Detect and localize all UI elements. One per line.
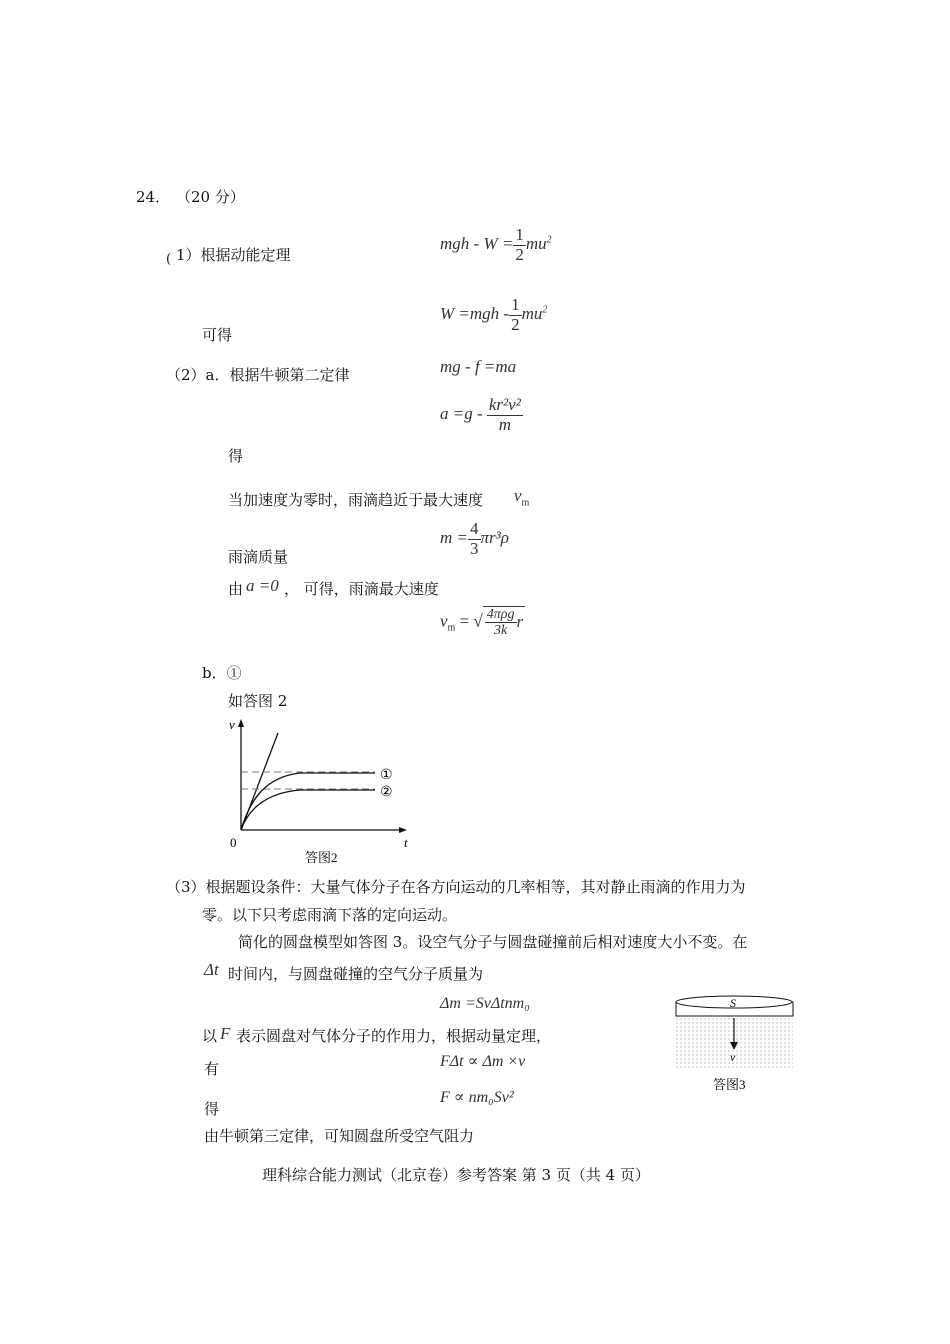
part3-line5-prefix: 以	[202, 1027, 218, 1045]
figure-2-caption: 答图2	[305, 850, 338, 865]
curve-1	[241, 773, 375, 830]
equation-accel: a =g - $\frac{\text{kr²v²}}{m}$	[440, 395, 521, 434]
curve-1-label: ①	[380, 768, 393, 783]
mass-label: 雨滴质量	[228, 548, 289, 566]
part3-line5: 表示圆盘对气体分子的作用力，根据动量定理，	[236, 1027, 552, 1045]
disk-area-label: S	[730, 996, 736, 1010]
y-axis-label: v	[229, 717, 235, 732]
a-zero: a =0	[246, 576, 279, 595]
you-text: 有	[204, 1060, 220, 1078]
paren-mark: (	[166, 252, 172, 267]
by-text: 由	[228, 580, 244, 598]
equation-newton: mg - f =ma	[440, 357, 517, 376]
disk-model-figure	[668, 990, 803, 1095]
page-footer: 理科综合能力测试（北京卷）参考答案 第 3 页（共 4 页）	[262, 1166, 650, 1184]
de-text: 得	[228, 447, 244, 465]
origin-label: 0	[230, 835, 237, 850]
equation-delta-m: Δm =SvΔtnm₀	[440, 995, 530, 1012]
velocity-label: v	[730, 1050, 736, 1064]
x-axis-arrow	[399, 827, 407, 833]
by-rest-text: ， 可得，雨滴最大速度	[284, 580, 439, 598]
ref-fig-text: 如答图 2	[228, 692, 288, 710]
delta-t: Δt	[204, 960, 219, 979]
equation-momentum: FΔt ∝ Δm ×v	[440, 1053, 526, 1070]
question-score: （20 分）	[176, 188, 245, 206]
equation-vmax: $v_m$ = √ $\frac{\text{4πρg}}{3k}$ r	[440, 607, 524, 639]
part3-line1: （3）根据题设条件：大量气体分子在各方向运动的几率相等，其对静止雨滴的作用力为	[166, 878, 746, 896]
zero-accel-text: 当加速度为零时，雨滴趋近于最大速度	[228, 491, 484, 509]
vm-symbol: $v_m$	[514, 486, 530, 509]
equation-energy-1: mgh - W = $\frac{1}{2}$ $mu^2$	[440, 225, 552, 264]
de-text-2: 得	[204, 1100, 220, 1118]
figure-3-caption: 答图3	[713, 1077, 746, 1092]
x-axis-label: t	[404, 835, 408, 850]
y-axis-arrow	[238, 719, 244, 727]
kede-text: 可得	[202, 326, 233, 344]
part3-line3: 简化的圆盘模型如答图 3。设空气分子与圆盘碰撞前后相对速度大小不变。在	[238, 933, 748, 951]
force-symbol: F	[220, 1024, 231, 1043]
part2-label: （2）a．根据牛顿第二定律	[166, 366, 350, 384]
part3-line6: 由牛顿第三定律，可知圆盘所受空气阻力	[204, 1127, 475, 1145]
velocity-time-graph	[220, 715, 420, 865]
equation-work: W =mgh - $\frac{1}{2}$ $mu^2$	[440, 295, 548, 334]
curve-2	[241, 790, 375, 830]
question-number: 24．	[136, 188, 171, 206]
part3-line2: 零。以下只考虑雨滴下落的定向运动。	[202, 906, 458, 924]
equation-force: F ∝ nm₀Sv²	[440, 1089, 514, 1106]
curve-2-label: ②	[380, 785, 393, 800]
part1-label: 1）根据动能定理	[176, 246, 291, 264]
b-label: b．①	[202, 664, 242, 682]
equation-mass: m = $\frac{4}{3}$ πr³ρ	[440, 519, 509, 558]
part3-line4: 时间内，与圆盘碰撞的空气分子质量为	[228, 965, 484, 983]
